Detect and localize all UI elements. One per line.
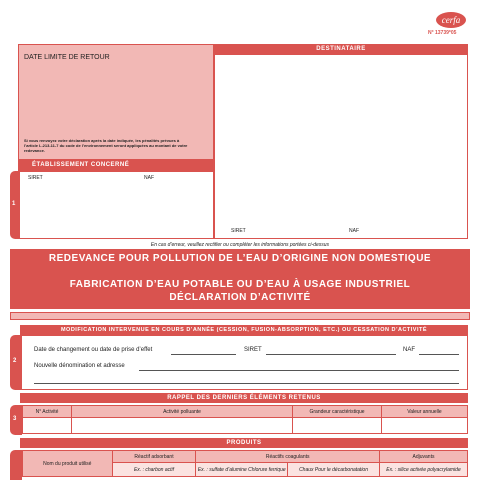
rappel-col-activite: Activité polluante [72, 406, 293, 418]
rappel-cell[interactable] [293, 418, 382, 434]
date-limite-label: DATE LIMITE DE RETOUR [24, 54, 110, 61]
produits-col-coagulants: Réactifs coagulants [196, 451, 380, 463]
etablissement-header: ÉTABLISSEMENT CONCERNÉ [18, 160, 214, 171]
etablissement-box [18, 171, 214, 239]
ex-coag2: Chaux Pour le décarbonatation [288, 463, 380, 477]
section-2-number: 2 [13, 358, 17, 364]
produits-col-nom: Nom du produit utilisé [23, 451, 113, 477]
section-2-tab [10, 335, 22, 390]
title-block [10, 249, 470, 309]
rappel-col-grandeur: Grandeur caractéristique [293, 406, 382, 418]
mod-siret-label: SIRET [244, 347, 262, 353]
destinataire-header: DESTINATAIRE [214, 44, 468, 54]
etab-naf-label: NAF [144, 175, 154, 181]
rappel-table [22, 405, 468, 434]
etab-siret-label: SIRET [28, 175, 43, 181]
section-1-tab [10, 171, 20, 239]
dest-siret-label: SIRET [231, 228, 246, 234]
separator-bar [10, 312, 470, 320]
rappel-col-numero: N° Activité [23, 406, 72, 418]
dest-naf-label: NAF [349, 228, 359, 234]
produits-table [22, 450, 468, 477]
error-note: En cas d’erreur, veuillez rectifier ou compléter les informations portées ci-dessus [150, 242, 330, 248]
rappel-cell[interactable] [382, 418, 468, 434]
mod-denomination-label: Nouvelle dénomination et adresse [34, 363, 125, 369]
cerfa-number: N° 13739*05 [428, 30, 457, 36]
destinataire-box [214, 54, 468, 239]
section-1-number: 1 [12, 201, 16, 207]
cerfa-logo-text: cerfa [441, 15, 461, 25]
date-limite-box [18, 44, 214, 160]
modification-box [20, 335, 468, 390]
mod-date-field[interactable] [171, 354, 236, 355]
mod-naf-field[interactable] [419, 354, 459, 355]
ex-coag1: Ex. : sulfate d’alumine Chlorure ferrique [196, 463, 288, 477]
section-4-tab [10, 450, 22, 480]
rappel-cell[interactable] [23, 418, 72, 434]
mod-naf-label: NAF [403, 347, 415, 353]
produits-header: PRODUITS [20, 438, 468, 448]
mod-address-field[interactable] [34, 383, 459, 384]
penalty-note: Si vous renvoyez votre déclaration après la date indiquée, les pénalités prévues à l’article L.213-11-7 du code de l’environnement seront appliquées au montant de votre redevance. [24, 138, 188, 153]
ex-adjuvants: Ex. : silice activée polyacrylamide [380, 463, 468, 477]
produits-col-adsorbant: Réactif adsorbant [112, 451, 196, 463]
section-3-number: 3 [13, 416, 17, 422]
mod-denomination-field[interactable] [139, 370, 459, 371]
title-line3: DÉCLARATION D’ACTIVITÉ [169, 292, 311, 303]
mod-date-label: Date de changement ou date de prise d’effet [34, 347, 153, 353]
title-line2: FABRICATION D’EAU POTABLE OU D’EAU À USAGE INDUSTRIEL [69, 279, 411, 290]
rappel-col-valeur: Valeur annuelle [382, 406, 468, 418]
section-3-tab [10, 405, 22, 435]
modification-header: MODIFICATION INTERVENUE EN COURS D’ANNÉE (CESSION, FUSION-ABSORPTION, ETC.) OU CESSATION D’ACTIVITÉ [20, 325, 468, 335]
produits-col-adjuvants: Adjuvants [380, 451, 468, 463]
cerfa-logo [436, 12, 466, 28]
ex-adsorbant: Ex. : charbon actif [112, 463, 196, 477]
rappel-header: RAPPEL DES DERNIERS ÉLÉMENTS RETENUS [20, 393, 468, 403]
rappel-cell[interactable] [72, 418, 293, 434]
title-line1: REDEVANCE POUR POLLUTION DE L’EAU D’ORIGINE NON DOMESTIQUE [48, 253, 432, 264]
mod-siret-field[interactable] [266, 354, 396, 355]
